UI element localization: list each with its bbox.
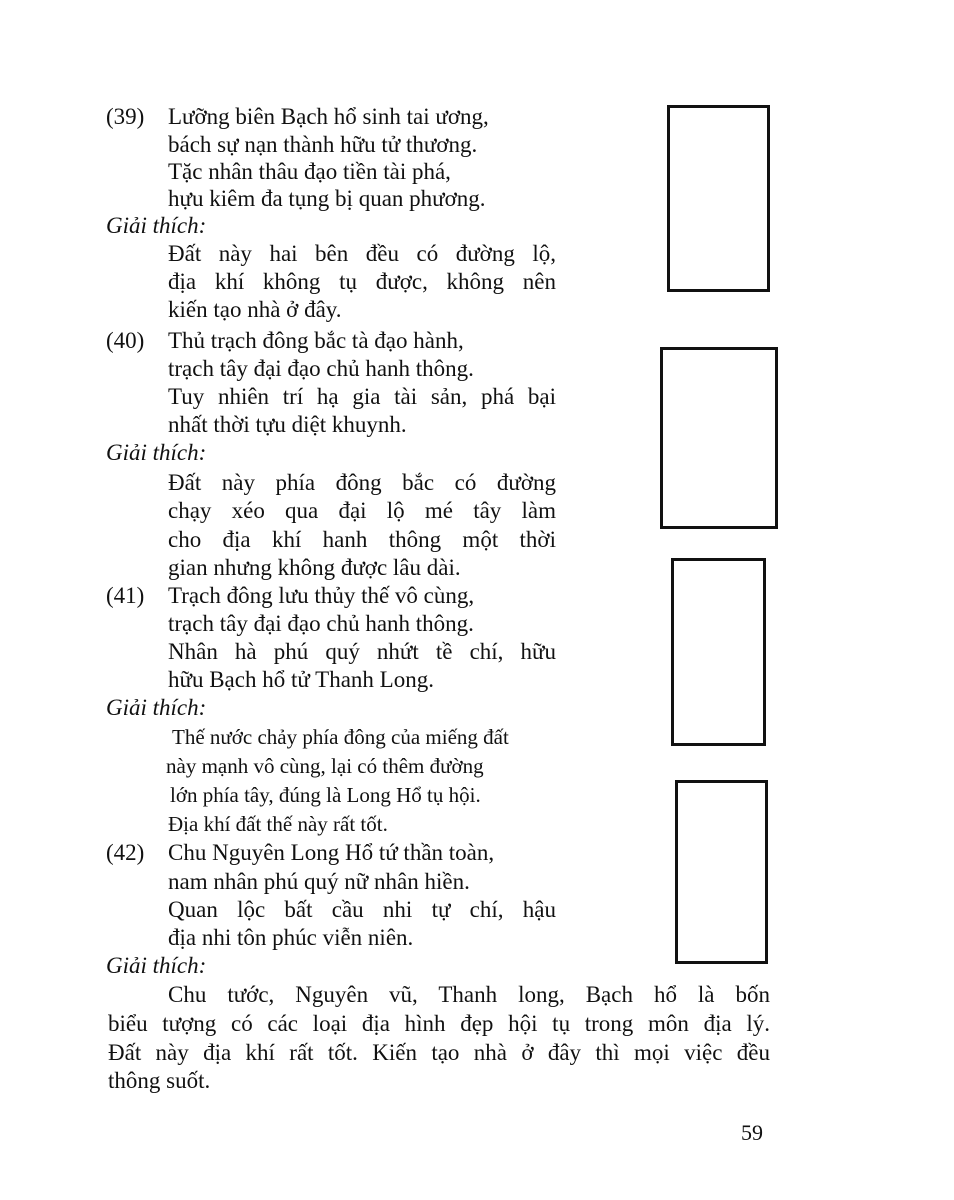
verse-line: Tặc nhân thâu đạo tiền tài phá, xyxy=(168,159,451,184)
explanation-line: Chu tước, Nguyên vũ, Thanh long, Bạch hổ là bốn xyxy=(168,982,770,1007)
explanation-line: chạy xéo qua đại lộ mé tây làm xyxy=(168,498,556,523)
diagram-box xyxy=(671,558,766,746)
explanation-line: Địa khí đất thế này rất tốt. xyxy=(168,812,388,836)
verse-line: hữu Bạch hổ tử Thanh Long. xyxy=(168,667,434,692)
verse-line: trạch tây đại đạo chủ hanh thông. xyxy=(168,356,474,381)
explanation-line: cho địa khí hanh thông một thời xyxy=(168,527,556,552)
explanation-line: Thế nước chảy phía đông của miếng đất xyxy=(172,725,509,749)
page-number: 59 xyxy=(741,1120,763,1145)
verse-line: Tuy nhiên trí hạ gia tài sản, phá bại xyxy=(168,384,556,409)
explanation-label: Giải thích: xyxy=(106,213,207,238)
verse-line: Lưỡng biên Bạch hổ sinh tai ương, xyxy=(168,104,489,129)
verse-line: Chu Nguyên Long Hổ tứ thần toàn, xyxy=(168,840,495,865)
explanation-line: địa khí không tụ được, không nên xyxy=(168,269,556,294)
verse-line: nam nhân phú quý nữ nhân hiền. xyxy=(168,869,470,894)
entry-number: (41) xyxy=(106,583,145,608)
explanation-label: Giải thích: xyxy=(106,953,207,978)
explanation-line: gian nhưng không được lâu dài. xyxy=(168,555,461,580)
explanation-line: Đất này địa khí rất tốt. Kiến tạo nhà ở đây thì mọi việc đều xyxy=(108,1040,770,1065)
explanation-label: Giải thích: xyxy=(106,440,207,465)
diagram-box xyxy=(675,780,768,964)
entry-number: (40) xyxy=(106,328,145,353)
diagram-box xyxy=(667,105,770,292)
explanation-line: lớn phía tây, đúng là Long Hổ tụ hội. xyxy=(170,783,481,807)
verse-line: nhất thời tựu diệt khuynh. xyxy=(168,412,407,437)
verse-line: Nhân hà phú quý nhứt tề chí, hữu xyxy=(168,639,556,664)
verse-line: hựu kiêm đa tụng bị quan phương. xyxy=(168,186,486,211)
explanation-line: Đất này hai bên đều có đường lộ, xyxy=(168,241,556,266)
verse-line: Quan lộc bất cầu nhi tự chí, hậu xyxy=(168,897,556,922)
explanation-label: Giải thích: xyxy=(106,695,207,720)
explanation-line: thông suốt. xyxy=(108,1068,211,1093)
diagram-box xyxy=(660,347,778,529)
explanation-line: kiến tạo nhà ở đây. xyxy=(168,297,342,322)
explanation-line: biểu tượng có các loại địa hình đẹp hội tụ trong môn địa lý. xyxy=(108,1011,770,1036)
verse-line: địa nhi tôn phúc viễn niên. xyxy=(168,925,414,950)
verse-line: Trạch đông lưu thủy thế vô cùng, xyxy=(168,583,475,608)
verse-line: trạch tây đại đạo chủ hanh thông. xyxy=(168,611,474,636)
entry-number: (42) xyxy=(106,840,145,865)
verse-line: bách sự nạn thành hữu tử thương. xyxy=(168,132,478,157)
explanation-line: Đất này phía đông bắc có đường xyxy=(168,470,556,495)
explanation-line: này mạnh vô cùng, lại có thêm đường xyxy=(166,754,484,778)
entry-number: (39) xyxy=(106,104,145,129)
verse-line: Thủ trạch đông bắc tà đạo hành, xyxy=(168,328,464,353)
